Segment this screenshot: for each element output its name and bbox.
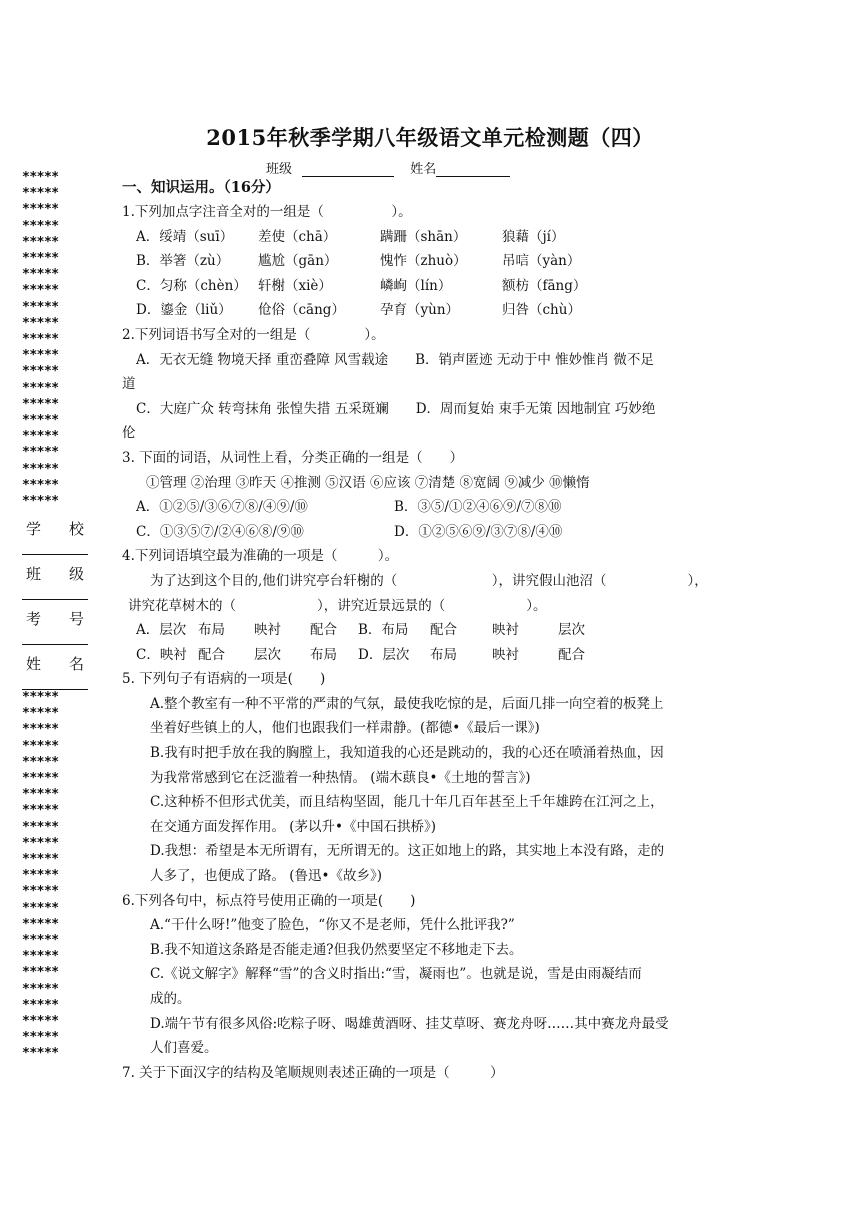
q5-b-line1: B.我有时把手放在我的胸膛上，我知道我的心还是跳动的，我的心还在喷涌着热血，因 (150, 745, 664, 762)
margin-star-row: ***** (22, 283, 59, 299)
q1-d-4: 归咎（chù） (502, 302, 581, 319)
exam-content (122, 176, 742, 1085)
q4-passage-line2: 讲究花草树木的（ ），讲究近景远景的（ ）。 (128, 597, 547, 614)
number-char-1: 考 (26, 610, 42, 628)
margin-star-row: ***** (22, 234, 59, 250)
q5-c-line1: C.这种桥不但形式优美，而且结构坚固，能几十年几百年甚至上千年雄跨在江河之上， (150, 794, 664, 811)
q1-row-c (122, 274, 742, 299)
q6-d-line2: 人们喜爱。 (150, 1040, 218, 1057)
margin-school (22, 518, 88, 555)
q2-cd-line2: 伦 (122, 425, 136, 442)
margin-star-row: ***** (22, 477, 59, 493)
q3-options-cd (122, 520, 742, 545)
margin-star-row: ***** (22, 803, 59, 819)
margin-stars-top (22, 170, 92, 510)
school-char-2: 校 (68, 520, 84, 538)
q4-r2-6: 布局 (430, 646, 457, 663)
class-name-line (266, 158, 510, 177)
q3-words: ①管理 ②治理 ③昨天 ④推测 ⑤汉语 ⑥应该 ⑦清楚 ⑧宽阔 ⑨减少 ⑩懒惰 (146, 474, 590, 491)
q1-d-1: D．鎏金（liǔ） (136, 302, 232, 319)
margin-star-row: ***** (22, 429, 59, 445)
q5-d-line1: D.我想：希望是本无所谓有，无所谓无的。这正如地上的路，其实地上本没有路，走的 (150, 843, 665, 860)
q4-r1-1: A．层次 (136, 622, 187, 639)
number-underline (22, 643, 88, 645)
q1-d-3: 孕育（yùn） (380, 302, 460, 319)
margin-star-row: ***** (22, 738, 59, 754)
name-underline (22, 688, 88, 690)
q4-r2-7: 映衬 (492, 646, 519, 663)
margin-star-row: ***** (22, 1014, 59, 1030)
class-label: 班级 (266, 162, 293, 177)
q1-b-1: B．举箸（zù） (136, 253, 230, 270)
margin-star-row: ***** (22, 868, 59, 884)
number-char-2: 号 (68, 610, 84, 628)
q1-c-4: 额枋（fāng） (502, 277, 587, 294)
q6-stem: 6.下列各句中，标点符号使用正确的一项是( ) (122, 892, 416, 909)
q4-r1-6: 配合 (430, 622, 457, 639)
q1-b-4: 吊唁（yàn） (502, 253, 581, 270)
margin-star-row: ***** (22, 461, 59, 477)
q1-stem: 1.下列加点字注音全对的一组是（ ）。 (122, 204, 412, 220)
class-char-2: 级 (68, 565, 84, 583)
q2-ab-line2: 道 (122, 376, 136, 393)
q4-r1-2: 布局 (198, 622, 225, 639)
margin-star-row: ***** (22, 916, 59, 932)
margin-star-row: ***** (22, 722, 59, 738)
margin-star-row: ***** (22, 949, 59, 965)
q1-a-4: 狼藉（jí） (502, 228, 565, 245)
margin-star-row: ***** (22, 884, 59, 900)
margin-star-row: ***** (22, 1030, 59, 1046)
margin-number (22, 608, 88, 645)
margin-class (22, 563, 88, 600)
q1-a-1: A．绥靖（suī） (136, 228, 234, 245)
q4-r2-5: D．层次 (358, 646, 410, 663)
q2-ab-line1: A．无衣无缝 物境天择 重峦叠障 风雪载途 B．销声匿迹 无动于中 惟妙惟肖 微不足 (136, 351, 654, 368)
q1-row-a (122, 225, 742, 250)
q1-b-2: 尴尬（gān） (258, 253, 338, 270)
margin-star-row: ***** (22, 348, 59, 364)
class-char-1: 班 (26, 565, 42, 583)
margin-star-row: ***** (22, 364, 59, 380)
q4-r2-8: 配合 (558, 646, 585, 663)
class-underline (22, 598, 88, 600)
margin-star-row: ***** (22, 251, 59, 267)
q1-c-2: 轩榭（xiè） (258, 277, 332, 294)
margin-star-row: ***** (22, 981, 59, 997)
margin-star-row: ***** (22, 315, 59, 331)
margin-star-row: ***** (22, 267, 59, 283)
q4-options-row1 (122, 618, 742, 643)
q4-r1-3: 映衬 (254, 622, 281, 639)
margin-name (22, 653, 88, 690)
margin-star-row: ***** (22, 380, 59, 396)
q1-a-3: 蹒跚（shān） (380, 228, 467, 245)
margin-star-row: ***** (22, 852, 59, 868)
margin-star-row: ***** (22, 413, 59, 429)
q6-c-line2: 成的。 (150, 991, 191, 1007)
q4-r2-2: 配合 (198, 646, 225, 663)
q4-r1-8: 层次 (558, 622, 585, 639)
q3-option-a: A．①②⑤/③⑥⑦⑧/④⑨/⑩ (136, 499, 308, 516)
margin-star-row: ***** (22, 819, 59, 835)
q3-options-ab (122, 495, 742, 520)
name-char-1: 姓 (26, 655, 42, 673)
q4-options-row2 (122, 643, 742, 668)
q5-d-line2: 人多了，也便成了路。 (鲁迅•《故乡》) (150, 868, 383, 885)
margin-star-row: ***** (22, 690, 59, 705)
margin-star-row: ***** (22, 445, 59, 461)
margin-star-row: ***** (22, 933, 59, 949)
margin-star-row: ***** (22, 965, 59, 981)
margin-star-row: ***** (22, 900, 59, 916)
margin-star-row: ***** (22, 997, 59, 1013)
q6-d-line1: D.端午节有很多风俗:吃粽子呀、喝雄黄酒呀、挂艾草呀、赛龙舟呀……其中赛龙舟最受 (150, 1015, 669, 1032)
margin-star-row: ***** (22, 170, 59, 185)
q6-a: A.“干什么呀!”他变了脸色，“你又不是老师，凭什么批评我?” (150, 917, 515, 934)
q4-r2-4: 布局 (310, 646, 337, 663)
q3-stem: 3. 下面的词语，从词性上看，分类正确的一组是（ ） (122, 449, 464, 466)
q3-option-d: D．①②⑤⑥⑨/③⑦⑧/④⑩ (394, 523, 563, 540)
q5-stem: 5. 下列句子有语病的一项是( ) (122, 671, 326, 688)
margin-star-row: ***** (22, 835, 59, 851)
margin-star-row: ***** (22, 706, 59, 722)
q4-r1-4: 配合 (310, 622, 337, 639)
margin-star-row: ***** (22, 332, 59, 348)
q4-passage-line1: 为了达到这个目的,他们讲究亭台轩榭的（ ），讲究假山池沼（ ）， (150, 572, 708, 589)
margin-star-row: ***** (22, 771, 59, 787)
name-char-2: 名 (68, 655, 84, 673)
q6-b: B.我不知道这条路是否能走通?但我仍然要坚定不移地走下去。 (150, 941, 523, 958)
school-char-1: 学 (26, 520, 42, 538)
margin-star-row: ***** (22, 218, 59, 234)
q1-row-b (122, 249, 742, 274)
q4-r2-3: 层次 (254, 646, 281, 663)
q1-d-2: 伧俗（cāng） (258, 302, 345, 319)
name-label: 姓名 (410, 162, 437, 177)
q3-option-b: B．③⑤/①②④⑥⑨/⑦⑧⑩ (394, 499, 562, 516)
margin-star-row: ***** (22, 1046, 59, 1062)
q4-stem: 4.下列词语填空最为准确的一项是（ ）。 (122, 548, 399, 565)
margin-star-row: ***** (22, 396, 59, 412)
q5-c-line2: 在交通方面发挥作用。 (茅以升•《中国石拱桥》) (150, 818, 437, 835)
margin-star-row: ***** (22, 202, 59, 218)
q1-a-2: 差使（chā） (258, 228, 337, 245)
class-blank (302, 162, 394, 177)
q4-r1-7: 映衬 (492, 622, 519, 639)
q4-r2-1: C．映衬 (136, 646, 187, 663)
q5-b-line2: 为我常常感到它在泛滥着一种热情。 (端木蕻良•《土地的誓言》) (150, 769, 531, 786)
section-heading: 一、知识运用。（16分） (122, 179, 280, 196)
q1-b-3: 愧怍（zhuò） (380, 253, 467, 270)
margin-star-row: ***** (22, 299, 59, 315)
q1-c-1: C．匀称（chèn） (136, 277, 247, 294)
q7-stem: 7. 关于下面汉字的结构及笔顺规则表述正确的一项是（ ） (122, 1064, 504, 1081)
q1-c-3: 嶙峋（lín） (380, 277, 452, 294)
q5-a-line1: A.整个教室有一种不平常的严肃的气氛，最使我吃惊的是，后面几排一向空着的板凳上 (150, 695, 664, 712)
q5-a-line2: 坐着好些镇上的人，他们也跟我们一样肃静。(都德•《最后一课》) (150, 720, 540, 737)
margin-star-row: ***** (22, 754, 59, 770)
q2-stem: 2.下列词语书写全对的一组是（ ）。 (122, 326, 385, 343)
margin-stars-bottom (22, 690, 92, 1063)
q3-option-c: C．①③⑤⑦/②④⑥⑧/⑨⑩ (136, 523, 304, 540)
margin-star-row: ***** (22, 787, 59, 803)
school-underline (22, 553, 88, 555)
margin-star-row: ***** (22, 186, 59, 202)
q1-row-d (122, 298, 742, 323)
page-title: 2015年秋季学期八年级语文单元检测题（四） (206, 125, 654, 150)
q2-cd-line1: C．大庭广众 转弯抹角 张惶失措 五采斑斓 D．周而复始 束手无策 因地制宜 巧妙绝 (136, 400, 656, 417)
name-blank (436, 162, 510, 177)
q6-c-line1: C.《说文解字》解释“雪”的含义时指出:“雪，凝雨也”。也就是说，雪是由雨凝结而 (150, 966, 642, 983)
margin-star-row: ***** (22, 494, 59, 510)
q4-r1-5: B．布局 (358, 622, 409, 639)
